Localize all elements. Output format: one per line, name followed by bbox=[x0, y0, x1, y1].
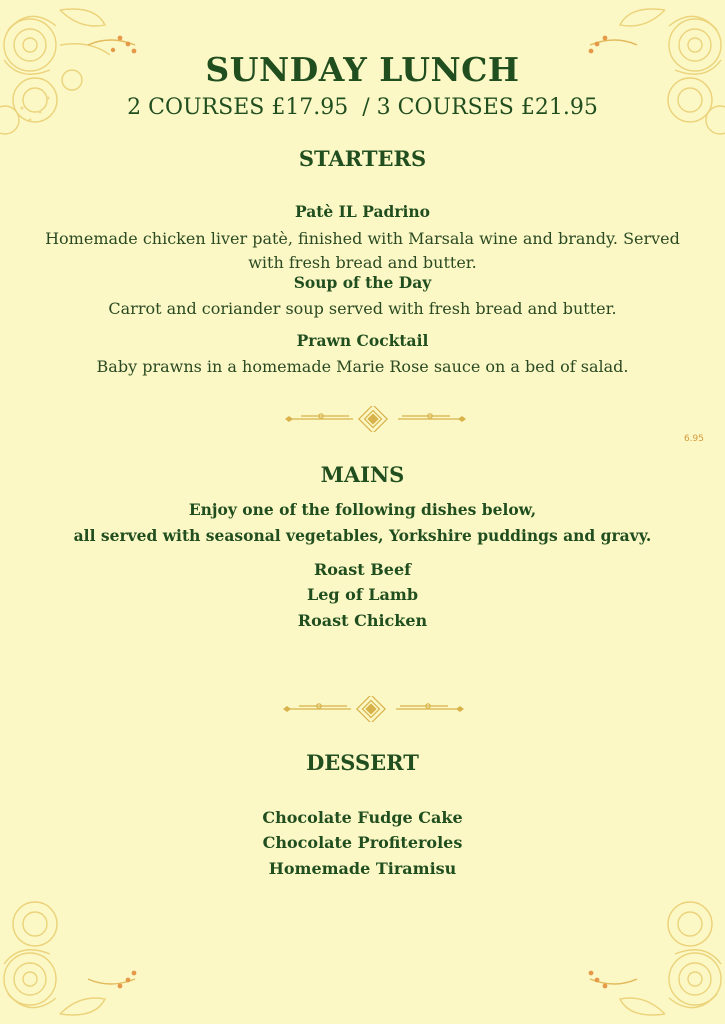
dessert-item: Chocolate Fudge Cake bbox=[262, 808, 463, 827]
main-dish: Roast Beef bbox=[313, 560, 412, 579]
dessert-item: Homemade Tiramisu bbox=[268, 859, 457, 878]
starter-description: Carrot and coriander soup served with fresh bread and butter. bbox=[108, 299, 617, 318]
dessert-heading: DESSERT bbox=[306, 750, 419, 775]
dessert-item: Chocolate Profiteroles bbox=[262, 833, 463, 852]
ornamental-divider bbox=[281, 696, 466, 722]
starters-heading: STARTERS bbox=[298, 146, 427, 171]
starter-description-cont: with fresh bread and butter. bbox=[248, 253, 477, 272]
ornamental-divider bbox=[283, 406, 468, 432]
stray-price-label: 6.95 bbox=[683, 434, 704, 444]
menu-title: SUNDAY LUNCH bbox=[205, 50, 520, 89]
starter-name: Prawn Cocktail bbox=[296, 331, 429, 350]
mains-intro: Enjoy one of the following dishes below, bbox=[188, 500, 537, 519]
mains-intro-cont: all served with seasonal vegetables, Yorkshire puddings and gravy. bbox=[73, 526, 652, 545]
main-dish: Leg of Lamb bbox=[306, 585, 419, 604]
starter-description: Homemade chicken liver patè, finished with Marsala wine and brandy. Served bbox=[45, 229, 680, 248]
starter-name: Soup of the Day bbox=[293, 273, 432, 292]
course-prices: 2 COURSES £17.95 / 3 COURSES £21.95 bbox=[127, 95, 598, 120]
starter-name: Patè IL Padrino bbox=[294, 202, 431, 221]
mains-heading: MAINS bbox=[320, 462, 405, 487]
starter-description: Baby prawns in a homemade Marie Rose sauce on a bed of salad. bbox=[96, 357, 629, 376]
floral-corner-bottom-left bbox=[0, 874, 150, 1024]
floral-corner-bottom-right bbox=[575, 874, 725, 1024]
main-dish: Roast Chicken bbox=[297, 611, 428, 630]
